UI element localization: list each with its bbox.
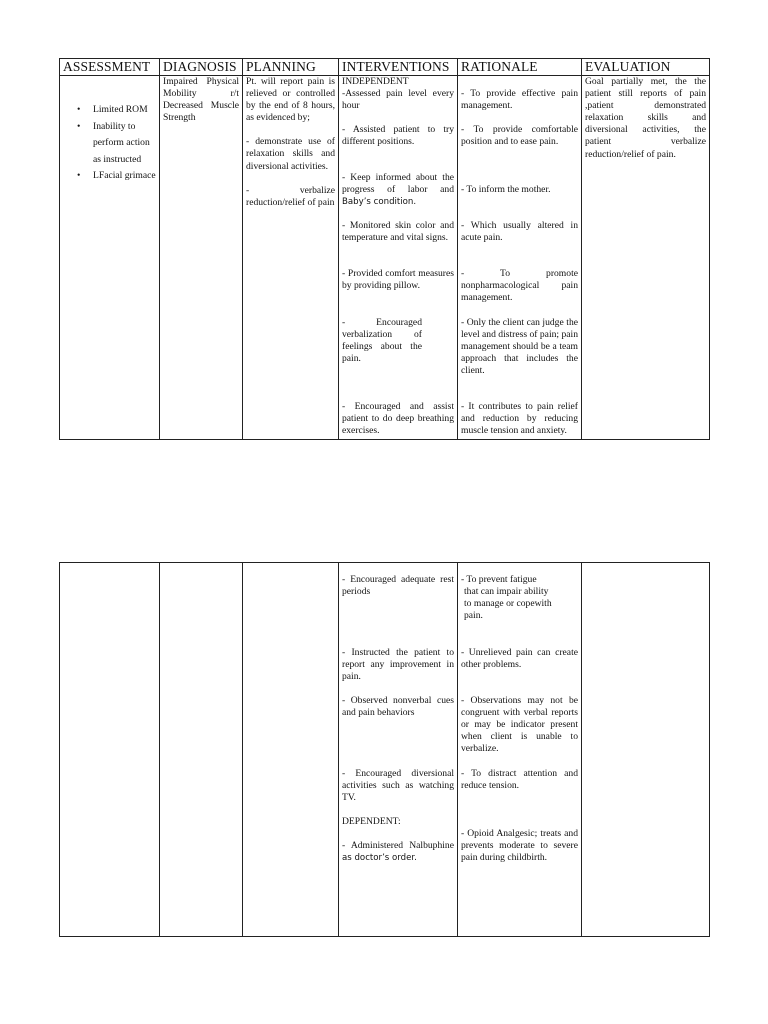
interventions-heading: INDEPENDENT [342, 76, 409, 87]
diagnosis-text: Impaired Physical Mobility r/t Decreased Muscle Strength [163, 76, 239, 124]
header-interventions: INTERVENTIONS [339, 59, 458, 76]
continuation-row [60, 563, 710, 937]
intervention-item: - Encouraged verbalization of feelings about the pain. [342, 317, 422, 365]
interventions-cell [339, 563, 458, 937]
intervention-item: - Administered Nalbuphine as doctor’s order. [342, 840, 454, 864]
diagnosis-cell-empty [160, 563, 243, 937]
intervention-item: - Encouraged and assist patient to do deep breathing exercises. [342, 401, 454, 437]
rationale-item: - Opioid Analgesic; treats and prevents moderate to severe pain during childbirth. [461, 828, 578, 864]
intervention-item: -Assessed pain level every hour [342, 88, 454, 112]
assessment-cell [60, 76, 160, 440]
intervention-item: - Observed nonverbal cues and pain behaviors [342, 695, 454, 719]
assessment-list [63, 102, 156, 185]
intervention-item: - Keep informed about the progress of labor and Baby’s condition. [342, 172, 454, 208]
rationale-item: - Observations may not be congruent with verbal reports or may be indicator present when client is unable to verbalize. [461, 695, 578, 755]
care-plan-table-2 [59, 562, 710, 937]
rationale-cell [458, 76, 582, 440]
diagnosis-cell [160, 76, 243, 440]
rationale-cell [458, 563, 582, 937]
rationale-item: - Which usually altered in acute pain. [461, 220, 578, 244]
rationale-item: - Only the client can judge the level and distress of pain; pain management should be a team approach that includes the client. [461, 317, 578, 377]
assessment-cell-empty [60, 563, 160, 937]
intervention-item: - Instructed the patient to report any improvement in pain. [342, 647, 454, 683]
interventions-cell [339, 76, 458, 440]
header-rationale: RATIONALE [458, 59, 582, 76]
rationale-item: - To provide effective pain management. [461, 88, 578, 112]
planning-item: - verbalize reduction/relief of pain [246, 184, 335, 208]
planning-item: - demonstrate use of relaxation skills and diversional activities. [246, 136, 335, 172]
planning-cell [243, 76, 339, 440]
header-assessment: ASSESSMENT [60, 59, 160, 76]
rationale-item: - To provide comfortable position and to ease pain. [461, 124, 578, 148]
planning-intro: Pt. will report pain is relieved or controlled by the end of 8 hours, as evidenced by; [246, 76, 335, 124]
care-plan-table-1 [59, 58, 710, 440]
bullet-icon: • [77, 170, 81, 181]
rationale-item: - To promote nonpharmacological pain management. [461, 268, 578, 304]
rationale-item: - To prevent fatigue that can impair ability to manage or copewith pain. [461, 574, 552, 622]
dependent-heading: DEPENDENT: [342, 816, 401, 827]
content-row [60, 76, 710, 440]
intervention-item: - Assisted patient to try different positions. [342, 124, 454, 148]
rationale-item: - To distract attention and reduce tension. [461, 768, 578, 792]
bullet-icon: • [77, 120, 81, 132]
header-evaluation: EVALUATION [582, 59, 710, 76]
assessment-item: • Inability to perform action as instructed [77, 120, 150, 165]
intervention-item: - Encouraged adequate rest periods [342, 574, 454, 598]
planning-cell-empty [243, 563, 339, 937]
rationale-item: - It contributes to pain relief and reduction by reducing muscle tension and anxiety. [461, 401, 578, 437]
header-diagnosis: DIAGNOSIS [160, 59, 243, 76]
assessment-item: • LFacial grimace [63, 168, 156, 185]
evaluation-text: Goal partially met, the the patient still reports of pain ,patient demonstrated relaxation skills and diversional activities, the patient verbalize reduction/relief of pain. [585, 76, 706, 160]
evaluation-cell-empty [582, 563, 710, 937]
header-planning: PLANNING [243, 59, 339, 76]
assessment-item: • Limited ROM [63, 102, 156, 119]
rationale-item: - Unrelieved pain can create other problems. [461, 647, 578, 671]
rationale-item: - To inform the mother. [461, 184, 551, 195]
evaluation-cell [582, 76, 710, 440]
intervention-item: - Monitored skin color and temperature and vital signs. [342, 220, 454, 244]
bullet-icon: • [77, 104, 81, 115]
intervention-item: - Provided comfort measures by providing pillow. [342, 268, 454, 292]
intervention-item: - Encouraged diversional activities such as watching TV. [342, 768, 454, 804]
header-row [60, 59, 710, 76]
